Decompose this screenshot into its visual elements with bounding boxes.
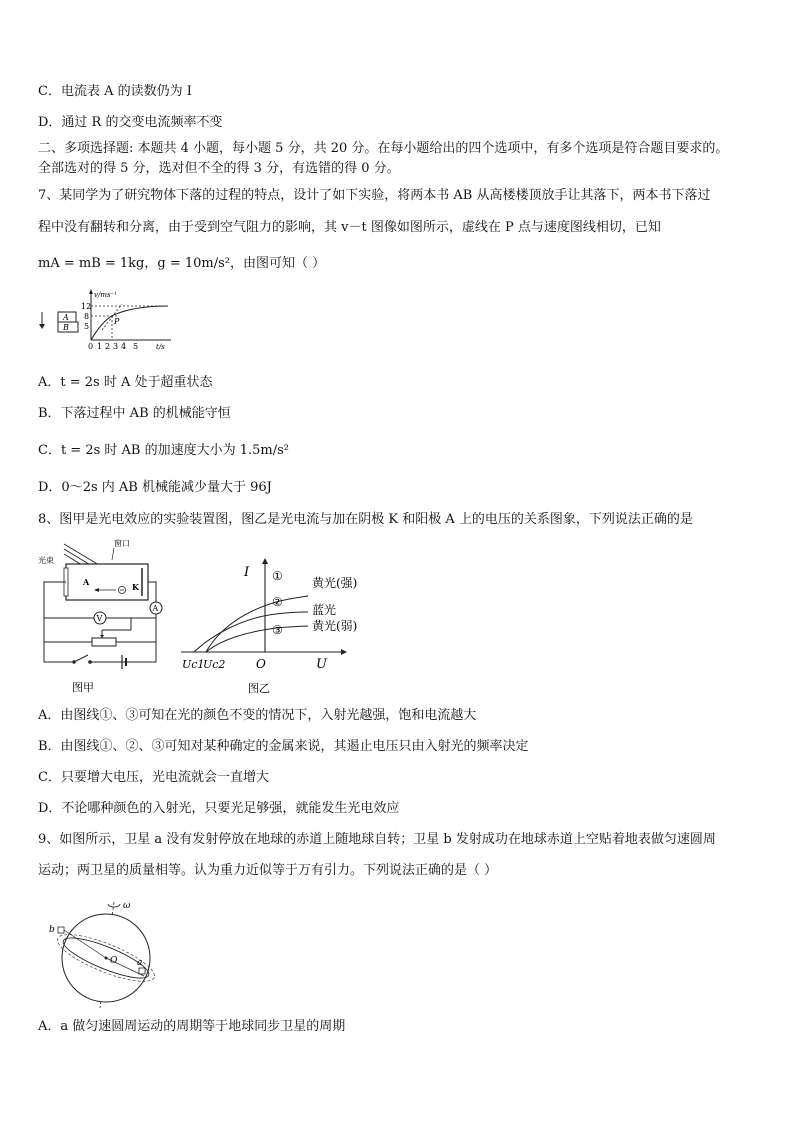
- anode-label: A: [83, 577, 90, 587]
- voltmeter-label: V: [96, 614, 103, 623]
- satellite-a-label: a: [137, 958, 143, 968]
- q9-stem-line1: 9、如图所示，卫星 a 没有发射停放在地球的赤道上随地球自转；卫星 b 发射成功在地球赤道上空贴着地表做匀速圆周: [38, 832, 716, 847]
- window-label: 窗口: [114, 539, 130, 548]
- velocity-curve: [91, 306, 168, 340]
- q8-option-a: A．由图线①、③可知在光的颜色不变的情况下，入射光越强，饱和电流越大: [38, 708, 477, 723]
- satellite-b-label: b: [49, 925, 55, 935]
- q7-stem-line3: mA = mB = 1kg，g = 10m/s²，由图可知（ ）: [38, 256, 326, 271]
- q7-option-a: A．t = 2s 时 A 处于超重状态: [38, 375, 213, 390]
- q7-stem-line1: 7、某同学为了研究物体下落的过程的特点，设计了如下实验，将两本书 AB 从高楼楼顶放手让其落下，两本书下落过: [38, 188, 711, 203]
- xtick-5: 5: [133, 342, 139, 350]
- q8-option-c: C．只要增大电压，光电流就会一直增大: [38, 770, 269, 785]
- q8-stem: 8、图甲是光电效应的实验装置图，图乙是光电流与加在阴极 K 和阳极 A 上的电压的关系图象，下列说法正确的是: [38, 512, 693, 527]
- section2-instructions-line2: 全部选对的得 5 分，选对但不全的得 3 分，有选错的得 0 分。: [38, 161, 400, 176]
- curve1-number: ①: [272, 569, 283, 583]
- q7-xlabel: t/s: [156, 343, 165, 350]
- fig-a-caption: 图甲: [72, 681, 94, 694]
- ytick-8: 8: [84, 312, 90, 321]
- book-b-label: B: [63, 323, 69, 332]
- fig-b-caption: 图乙: [248, 682, 270, 695]
- q8-fig-a-circuit: [36, 538, 166, 698]
- satellite-a: [139, 968, 145, 974]
- curve-yellow-weak: [206, 626, 308, 652]
- q9-option-a: A．a 做匀速圆周运动的周期等于地球同步卫星的周期: [38, 1019, 346, 1034]
- q7-option-d: D．0～2s 内 AB 机械能减少量大于 96J: [38, 480, 272, 495]
- q6-option-d: D．通过 R 的交变电流频率不变: [38, 115, 223, 130]
- q7-option-c: C．t = 2s 时 AB 的加速度大小为 1.5m/s²: [38, 443, 290, 458]
- xtick-0: 0: [88, 342, 94, 350]
- curve3-label: 黄光(弱): [312, 619, 358, 633]
- omega-label: ω: [123, 901, 131, 911]
- curve-yellow-strong: [206, 596, 308, 652]
- q7-stem-line2: 程中没有翻转和分离，由于受到空气阻力的影响，其 v－t 图像如图所示，虚线在 P 点与速度图线相切，已知: [38, 220, 661, 235]
- q6-option-c: C．电流表 A 的读数仍为 I: [38, 84, 192, 99]
- q8-option-d: D．不论哪种颜色的入射光，只要光足够强，就能发生光电效应: [38, 801, 400, 816]
- q9-stem-line2: 运动；两卫星的质量相等。认为重力近似等于万有引力。下列说法正确的是（ ）: [38, 863, 498, 878]
- q7-option-b: B．下落过程中 AB 的机械能守恒: [38, 406, 231, 421]
- curve1-label: 黄光(强): [312, 576, 358, 590]
- q7-vt-graph: [36, 288, 176, 350]
- q8-option-b: B．由图线①、②、③可知对某种确定的金属来说，其遏止电压只由入射光的频率决定: [38, 739, 529, 754]
- cathode-label: K: [132, 582, 139, 592]
- iu-xlabel: U: [316, 657, 327, 672]
- ytick-5: 5: [84, 322, 90, 331]
- iu-ylabel: I: [244, 565, 250, 580]
- ammeter-label: A: [152, 604, 159, 613]
- xtick-2: 2: [105, 342, 111, 350]
- ytick-12: 12: [81, 302, 92, 311]
- uc2-label: Uc2: [203, 658, 226, 671]
- center-o-label: O: [110, 956, 118, 966]
- book-a-label: A: [63, 313, 69, 322]
- curve2-label: 蓝光: [312, 603, 337, 617]
- iu-origin: O: [256, 657, 266, 671]
- xtick-1: 1: [97, 342, 103, 350]
- point-p-label: P: [114, 317, 120, 326]
- satellite-b: [58, 927, 64, 933]
- q8-fig-b-iu-graph: [176, 556, 376, 698]
- section2-instructions-line1: 二、多项选择题: 本题共 4 小题，每小题 5 分，共 20 分。在每小题给出的四个选项中，有多个选项是符合题目要求的。: [38, 141, 729, 156]
- q7-ylabel: v/ms⁻¹: [94, 291, 118, 299]
- xtick-3: 3: [113, 342, 119, 350]
- uc1-label: Uc1: [182, 658, 205, 671]
- curve2-number: ②: [272, 595, 283, 609]
- q9-earth-satellite-figure: [44, 896, 164, 1010]
- curve3-number: ③: [272, 623, 283, 637]
- light-beam-label: 光束: [38, 556, 54, 565]
- xtick-4: 4: [121, 342, 127, 350]
